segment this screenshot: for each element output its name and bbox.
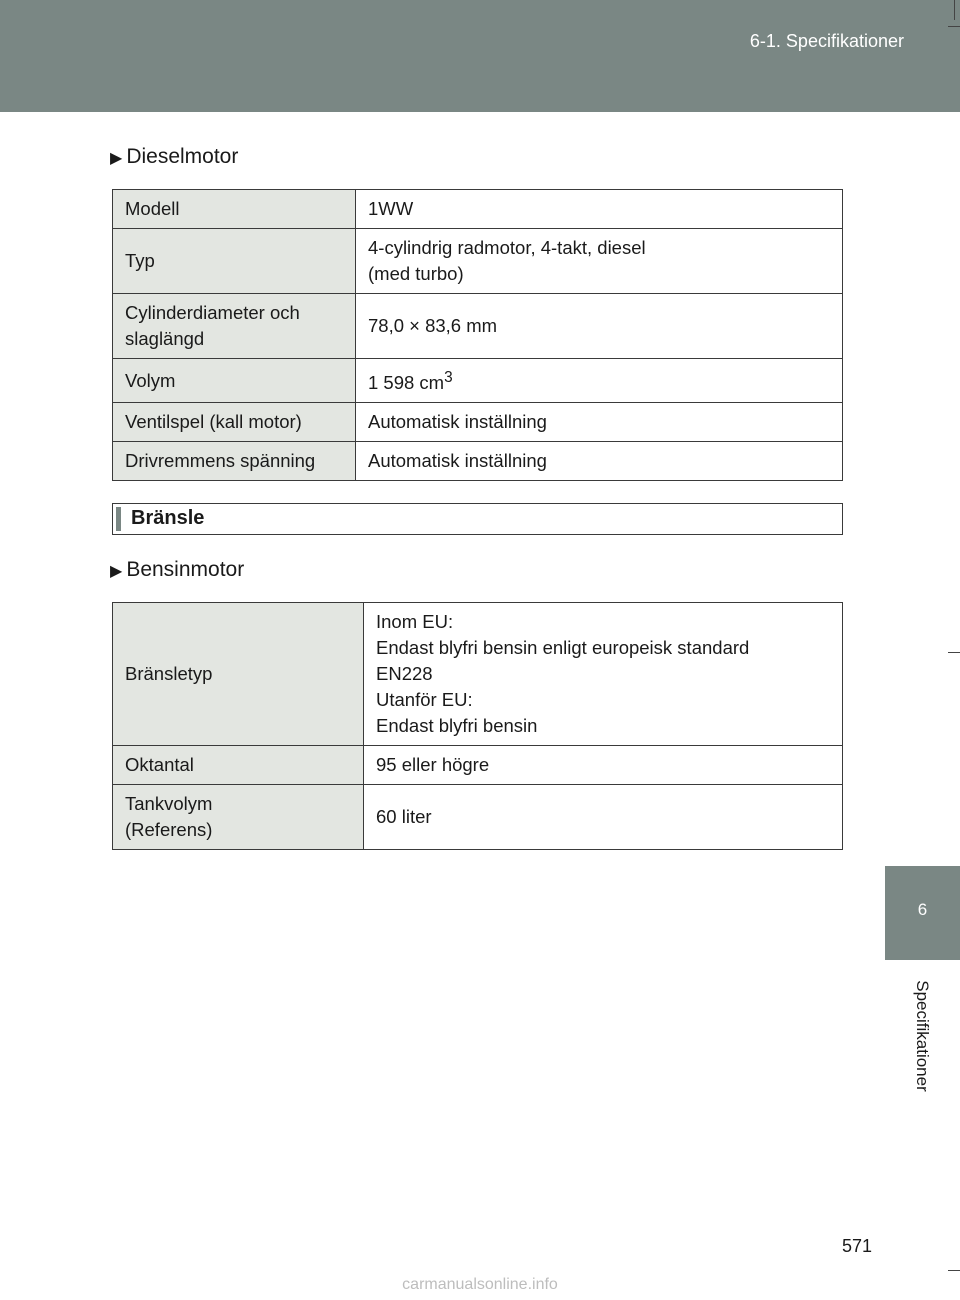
spec-value-line: Automatisk inställning bbox=[368, 411, 547, 433]
spec-value bbox=[364, 746, 843, 785]
spec-value-line: EN228 bbox=[376, 663, 433, 684]
table-row bbox=[113, 190, 843, 229]
spec-value-text: 1 598 cm bbox=[368, 372, 445, 394]
diesel-heading-text: Dieselmotor bbox=[126, 145, 239, 168]
header-band bbox=[0, 0, 960, 112]
spec-label-line: slaglängd bbox=[125, 328, 205, 349]
spec-label bbox=[113, 294, 356, 359]
triangle-bullet-icon: ▶ bbox=[110, 150, 123, 167]
spec-value-line: Utanför EU: bbox=[376, 689, 473, 710]
spec-value-line: 78,0 × 83,6 mm bbox=[368, 315, 498, 336]
watermark: carmanualsonline.info bbox=[402, 1276, 558, 1293]
spec-label: Bränsletyp bbox=[113, 603, 364, 746]
petrol-heading bbox=[110, 558, 244, 582]
table-row bbox=[113, 442, 843, 481]
spec-value-line: Inom EU: bbox=[376, 611, 454, 632]
chapter-number: 6 bbox=[917, 900, 928, 919]
table-row bbox=[113, 785, 843, 850]
crop-mark bbox=[948, 652, 960, 653]
spec-value bbox=[356, 294, 843, 359]
superscript: 3 bbox=[444, 369, 453, 386]
spec-value bbox=[356, 359, 843, 403]
spec-label: Drivremmens spänning bbox=[113, 442, 356, 481]
spec-value-line: Endast blyfri bensin enligt europeisk standard bbox=[376, 637, 750, 658]
section-title: Bränsle bbox=[131, 507, 205, 529]
chapter-tab bbox=[885, 866, 960, 960]
section-title-bar bbox=[112, 503, 843, 535]
table-row bbox=[113, 403, 843, 442]
triangle-bullet-icon: ▶ bbox=[110, 563, 123, 580]
petrol-spec-table bbox=[112, 602, 843, 850]
spec-value-line: 1WW bbox=[368, 198, 414, 219]
spec-value bbox=[356, 442, 843, 481]
table-row bbox=[113, 294, 843, 359]
crop-mark bbox=[954, 0, 955, 20]
spec-label: Ventilspel (kall motor) bbox=[113, 403, 356, 442]
spec-label: Volym bbox=[113, 359, 356, 403]
table-row bbox=[113, 746, 843, 785]
spec-value bbox=[356, 190, 843, 229]
table-row bbox=[113, 359, 843, 403]
spec-label-line: Tankvolym bbox=[125, 793, 213, 814]
crop-mark bbox=[948, 26, 960, 27]
spec-label: Modell bbox=[113, 190, 356, 229]
petrol-heading-text: Bensinmotor bbox=[126, 558, 245, 581]
table-row bbox=[113, 229, 843, 294]
spec-value bbox=[356, 229, 843, 294]
spec-label-line: Cylinderdiameter och bbox=[125, 302, 300, 323]
spec-value bbox=[364, 603, 843, 746]
spec-value bbox=[364, 785, 843, 850]
page-number: 571 bbox=[841, 1236, 872, 1256]
running-header: 6-1. Specifikationer bbox=[749, 31, 904, 51]
crop-mark bbox=[948, 1270, 960, 1271]
spec-label: Oktantal bbox=[113, 746, 364, 785]
spec-value-line: Endast blyfri bensin bbox=[376, 715, 538, 736]
spec-label bbox=[113, 785, 364, 850]
spec-value-line: 4-cylindrig radmotor, 4-takt, diesel bbox=[368, 237, 646, 258]
spec-value bbox=[356, 403, 843, 442]
spec-value-line: 95 eller högre bbox=[376, 754, 490, 775]
spec-value-line: Automatisk inställning bbox=[368, 450, 547, 472]
table-row bbox=[113, 603, 843, 746]
diesel-spec-table bbox=[112, 189, 843, 481]
section-accent bbox=[116, 507, 121, 531]
spec-label: Typ bbox=[113, 229, 356, 294]
diesel-heading bbox=[110, 145, 238, 169]
spec-label-line: (Referens) bbox=[125, 819, 213, 840]
spec-value-line: 60 liter bbox=[376, 806, 432, 827]
chapter-label-text: Specifikationer bbox=[913, 980, 932, 1092]
spec-value-line: (med turbo) bbox=[368, 263, 464, 284]
